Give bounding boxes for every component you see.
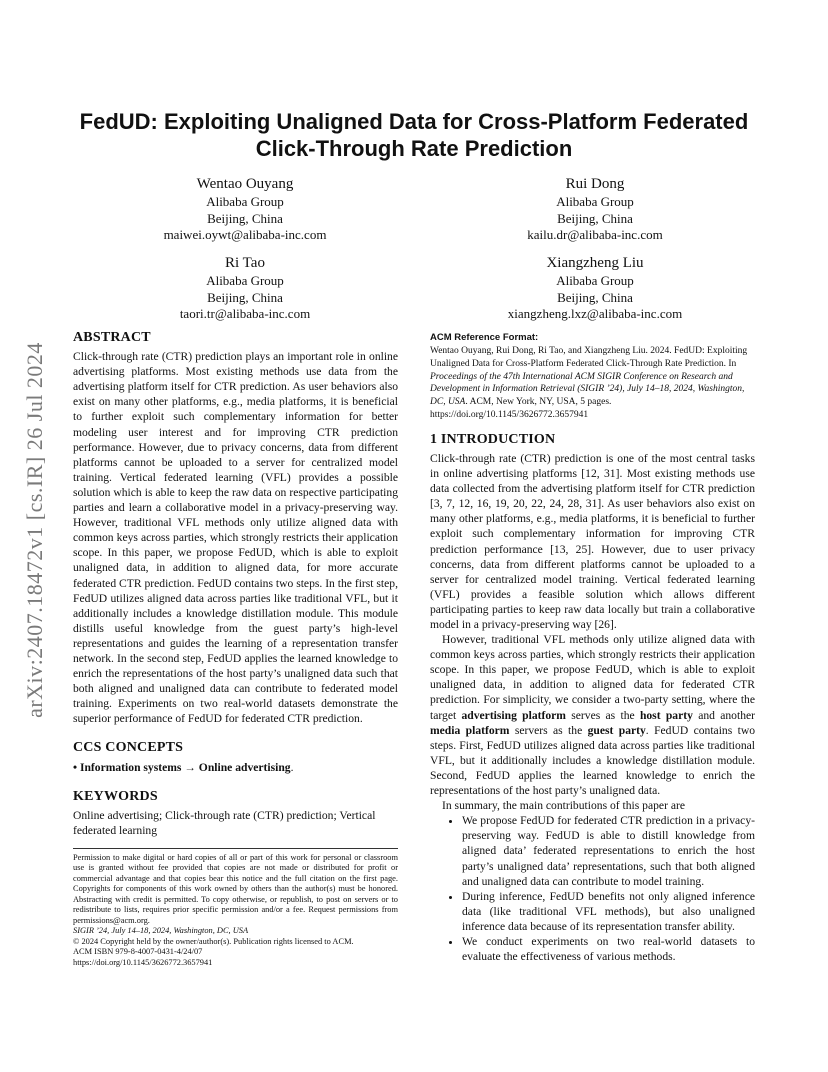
- acm-reference-doi: . ACM, New York, NY, USA, 5 pages. https://doi.org/10.1145/3626772.3657941: [430, 397, 612, 421]
- isbn-line: ACM ISBN 979-8-4007-0431-4/24/07: [73, 947, 203, 957]
- abstract-heading: ABSTRACT: [73, 330, 151, 345]
- author-email: xiangzheng.lxz@alibaba-inc.com: [507, 306, 683, 321]
- abstract-text: Click-through rate (CTR) prediction plays an important role in online advertising platforms. Most existing methods use data from the advertising platform itself for CTR prediction. As user behaviors also exist on many other platforms, e.g., media platforms, it is beneficial to further exploit such complementary information for better modeling user interest and for improving CTR prediction performance. However, due to privacy concerns, data from different platforms cannot be uploaded to a server for centralized model training. Vertical federated learning (VFL) provides a possible solution which is able to keep the raw data on respective participating parties and learn a collaborative model in a privacy-preserving way. However, traditional VFL methods only utilize aligned data with common keys across parties, which strongly restricts their application scope. In this paper, we propose FedUD, which is able to exploit unaligned data, in addition to aligned data, for more accurate federated CTR prediction. FedUD contains two steps. In the first step, FedUD utilizes aligned data across parties like traditional VFL, but it additionally includes a knowledge distillation module. This module distills useful knowledge from the guest party’s high-level representations and guides the learning of a representation transfer network. In the second step, FedUD applies the learned knowledge to enrich the representations of the host party’s unaligned data such that both aligned and unaligned data can contribute to federated model training. Experiments on two real-world datasets demonstrate the superior performance of FedUD for federated CTR prediction.: [73, 350, 398, 726]
- copyright-footnote: [73, 853, 398, 969]
- intro-bold-term: guest party: [587, 723, 646, 737]
- copyright-line: © 2024 Copyright held by the owner/author(s). Publication rights licensed to ACM.: [73, 936, 354, 946]
- author-name: Rui Dong: [565, 176, 625, 192]
- ccs-concept-text: Information systems → Online advertising: [79, 760, 291, 774]
- author-affiliation: Alibaba Group: [206, 273, 284, 288]
- author-affiliation: Alibaba Group: [556, 194, 634, 209]
- author-block: [115, 254, 375, 323]
- keywords-heading: KEYWORDS: [73, 788, 158, 804]
- intro-text: However, traditional VFL methods only utilize aligned data with common keys across parties, which strongly restricts their application scope. In this paper, we propose FedUD, which is able to exploit unaligned data, in addition to aligned data for federated CTR prediction. For simplicity, we consider a two-party setting, where the target: [430, 633, 755, 722]
- author-name: Xiangzheng Liu: [546, 255, 644, 271]
- intro-paragraph: Click-through rate (CTR) prediction is one of the most central tasks in online advertising platforms [12, 31]. Most existing methods use data collected from the advertising platform itself for CTR prediction [3, 7, 12, 16, 19, 20, 22, 24, 28, 31]. As user behaviors also exist on many other platforms, e.g., media platforms, it is beneficial to further exploit such complementary information for improving CTR prediction performance [13, 25]. However, due to user privacy concerns, data from different platforms cannot be uploaded to a server for centralized model training. Vertical federated learning (VFL) provides a feasible solution which allows different participating parties to keep raw data locally but train a collaborative model in a privacy-preserving way [26].: [430, 451, 755, 631]
- arxiv-side-label: [10, 300, 60, 760]
- intro-bold-term: host party: [639, 708, 693, 722]
- acm-reference-text: [430, 345, 755, 422]
- acm-reference-authors: Wentao Ouyang, Rui Dong, Ri Tao, and Xiangzheng Liu. 2024. FedUD: Exploiting Unaligned Data for Cross-Platform Federated Click-Through Rate Prediction. In: [430, 346, 748, 369]
- author-block: [465, 254, 725, 323]
- author-location: Beijing, China: [207, 210, 283, 226]
- right-column: [430, 330, 755, 964]
- author-email: taori.tr@alibaba-inc.com: [179, 306, 311, 321]
- contributions-list: [430, 813, 755, 964]
- ccs-bullet: •: [73, 760, 78, 774]
- author-name: Ri Tao: [225, 255, 265, 271]
- intro-text: . FedUD contains two steps. First, FedUD utilizes aligned data across parties like traditional VFL, but it additionally includes a knowledge distillation module. Second, FedUD applies the learned knowledge to enrich the representations of the host party’s unaligned data.: [430, 723, 755, 798]
- author-affiliation: Alibaba Group: [206, 194, 284, 209]
- ccs-period: .: [290, 760, 294, 774]
- intro-bold-term: media platform: [430, 723, 510, 737]
- doi-link[interactable]: https://doi.org/10.1145/3626772.3657941: [73, 957, 213, 967]
- intro-paragraph: In summary, the main contributions of this paper are: [442, 799, 685, 813]
- ccs-heading: CCS CONCEPTS: [73, 740, 184, 756]
- intro-bold-term: advertising platform: [461, 708, 566, 722]
- author-email: maiwei.oywt@alibaba-inc.com: [163, 227, 327, 242]
- introduction-heading: 1 INTRODUCTION: [430, 431, 556, 447]
- keywords-text: Online advertising; Click-through rate (CTR) prediction; Vertical federated learning: [73, 808, 376, 837]
- author-name: Wentao Ouyang: [196, 176, 294, 192]
- contribution-item: • We conduct experiments on two real-world datasets to evaluate the effectiveness of various methods.: [462, 934, 755, 964]
- author-location: Beijing, China: [207, 289, 283, 305]
- author-affiliation: Alibaba Group: [556, 273, 634, 288]
- intro-paragraph: [430, 632, 755, 798]
- acm-reference-heading: ACM Reference Format:: [430, 332, 539, 343]
- intro-text: serves as the: [565, 708, 640, 722]
- left-column: [73, 330, 398, 968]
- arxiv-identifier: arXiv:2407.18472v1 [cs.IR] 26 Jul 2024: [22, 342, 48, 718]
- paper-title: FedUD: Exploiting Unaligned Data for Cross-Platform Federated Click-Through Rate Prediction: [79, 109, 749, 161]
- author-email: kailu.dr@alibaba-inc.com: [527, 227, 663, 242]
- contribution-item: • During inference, FedUD benefits not only aligned inference data (like traditional VFL methods), but also unaligned inference data because of its representation transfer ability.: [462, 889, 755, 934]
- conference-venue: SIGIR ’24, July 14–18, 2024, Washington, DC, USA: [73, 926, 249, 936]
- contribution-item: • We propose FedUD for federated CTR prediction in a privacy-preserving way. FedUD is able to distill knowledge from aligned data’ federated representations to enrich the host party’s unaligned data’ representations, such that both aligned and unaligned data can contribute to model training.: [462, 813, 755, 888]
- permission-notice: Permission to make digital or hard copies of all or part of this work for personal or classroom use is granted without fee provided that copies are not made or distributed for profit or commercial advantage and that copies bear this notice and the full citation on the first page. Copyrights for components of this work owned by others than the author(s) must be honored. Abstracting with credit is permitted. To copy otherwise, or republish, to post on servers or to redistribute to lists, requires prior specific permission and/or a fee. Request permissions from permissions@acm.org.: [73, 852, 398, 925]
- ccs-concepts: [73, 760, 398, 775]
- acm-reference-proceedings: Proceedings of the 47th International ACM SIGIR Conference on Research and Development in Information Retrieval (SIGIR ’24), July 14–18, 2024, Washington, DC, USA: [430, 371, 745, 408]
- author-location: Beijing, China: [557, 289, 633, 305]
- author-block: [115, 175, 375, 244]
- intro-text: servers as the: [509, 723, 588, 737]
- footnote-divider: [73, 848, 398, 849]
- intro-text: and another: [692, 708, 755, 722]
- author-location: Beijing, China: [557, 210, 633, 226]
- author-block: [465, 175, 725, 244]
